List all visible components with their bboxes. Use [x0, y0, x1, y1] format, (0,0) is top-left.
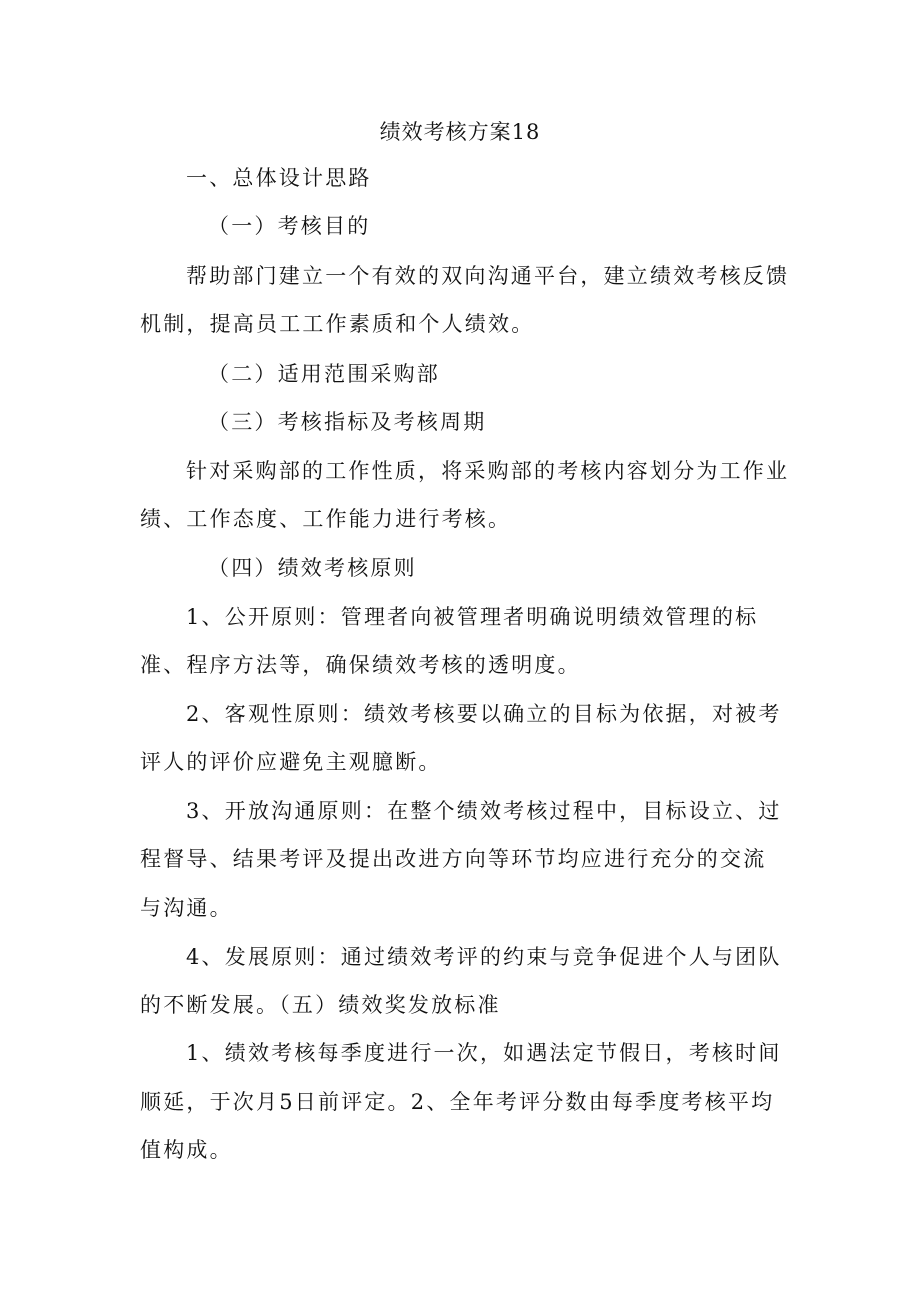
paragraph-line: 1、绩效考核每季度进行一次，如遇法定节假日，考核时间 — [186, 1041, 782, 1065]
paragraph-line: 1、公开原则：管理者向被管理者明确说明绩效管理的标 — [186, 605, 759, 629]
subsection-heading: （二）适用范围采购部 — [208, 362, 440, 386]
paragraph-line: 2、客观性原则：绩效考核要以确立的目标为依据，对被考 — [186, 702, 782, 726]
paragraph-line: 的不断发展。（五）绩效奖发放标准 — [140, 993, 501, 1017]
subsection-heading: （四）绩效考核原则 — [208, 556, 417, 580]
subsection-heading: （一）考核目的 — [208, 214, 371, 238]
paragraph-line: 准、程序方法等，确保绩效考核的透明度。 — [140, 653, 581, 677]
paragraph-line: 针对采购部的工作性质，将采购部的考核内容划分为工作业 — [186, 459, 790, 483]
paragraph-line: 帮助部门建立一个有效的双向沟通平台，建立绩效考核反馈 — [186, 264, 790, 288]
paragraph-line: 与沟通。 — [140, 896, 233, 920]
paragraph-line: 顺延，于次月5日前评定。2、全年考评分数由每季度考核平均 — [140, 1090, 775, 1114]
section-heading: 一、总体设计思路 — [186, 166, 372, 190]
document-title: 绩效考核方案18 — [379, 120, 541, 144]
paragraph-line: 评人的评价应避免主观臆断。 — [140, 750, 442, 774]
paragraph-line: 4、发展原则：通过绩效考评的约束与竞争促进个人与团队 — [186, 945, 782, 969]
paragraph-line: 程督导、结果考评及提出改进方向等环节均应进行充分的交流 — [140, 847, 767, 871]
paragraph-line: 绩、工作态度、工作能力进行考核。 — [140, 507, 512, 531]
paragraph-line: 机制，提高员工工作素质和个人绩效。 — [140, 312, 535, 336]
paragraph-line: 值构成。 — [140, 1138, 233, 1162]
subsection-heading: （三）考核指标及考核周期 — [208, 410, 487, 434]
paragraph-line: 3、开放沟通原则：在整个绩效考核过程中，目标设立、过 — [186, 799, 782, 823]
